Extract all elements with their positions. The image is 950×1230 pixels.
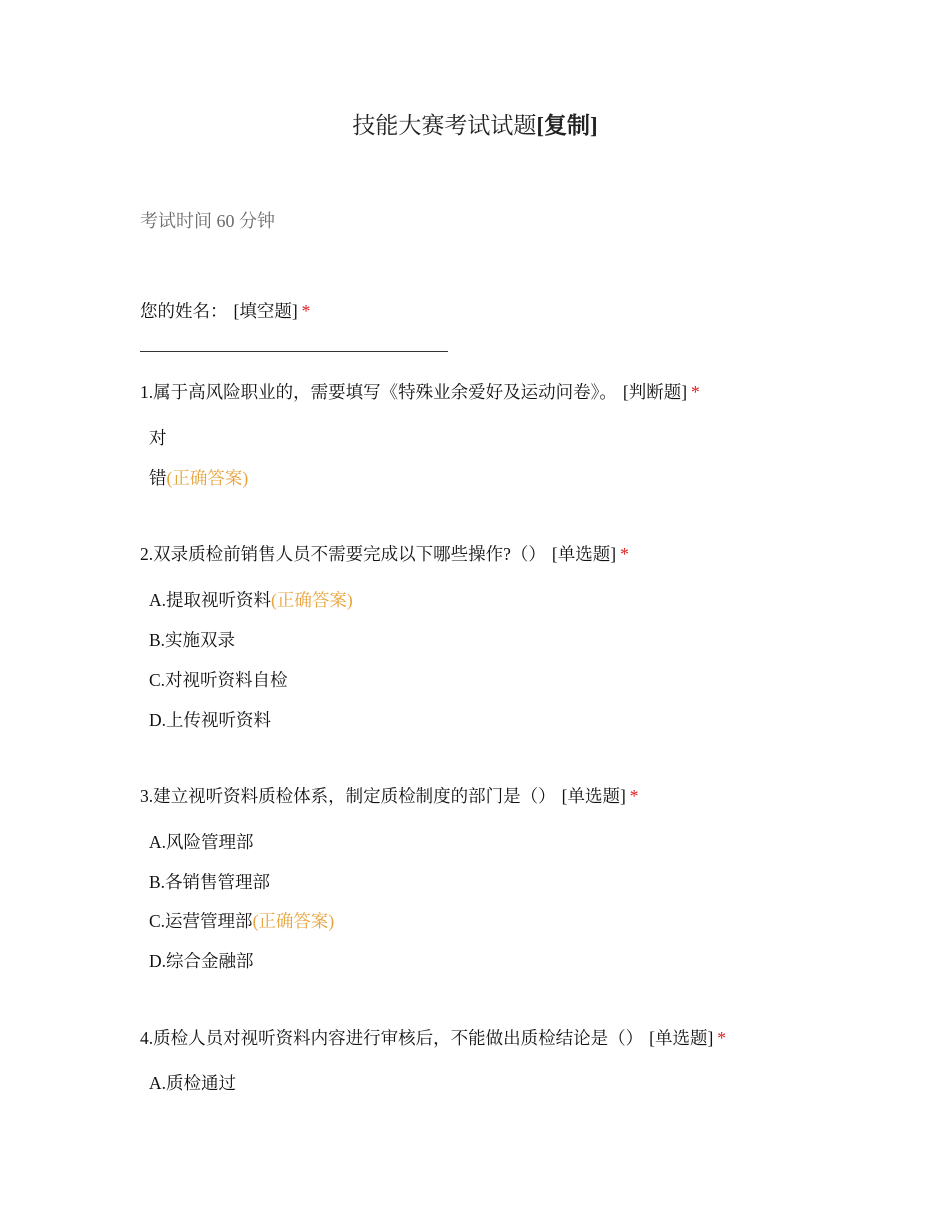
question-2-option-c[interactable]	[149, 667, 288, 693]
question-type: [单选题]	[649, 1028, 714, 1048]
option-label: D.上传视听资料	[149, 710, 272, 730]
option-label: B.各销售管理部	[149, 872, 271, 892]
required-mark: *	[629, 786, 639, 806]
question-type: [单选题]	[551, 544, 617, 564]
required-mark: *	[691, 382, 700, 402]
question-text: 3.建立视听资料质检体系，制定质检制度的部门是（）	[140, 786, 556, 806]
option-label: D.综合金融部	[149, 951, 254, 971]
name-answer-blank[interactable]	[140, 351, 448, 352]
question-type: [判断题]	[622, 382, 688, 402]
option-label: B.实施双录	[149, 630, 236, 650]
required-mark: *	[717, 1028, 727, 1048]
question-type: [单选题]	[561, 786, 626, 806]
survey-title-suffix: [复制]	[536, 113, 598, 138]
question-3-title	[140, 783, 639, 809]
question-2-title	[140, 541, 629, 567]
question-2-option-a[interactable]	[149, 587, 353, 613]
question-3-option-b[interactable]	[149, 869, 270, 895]
question-1-option-1[interactable]	[149, 425, 167, 451]
option-label: A.风险管理部	[149, 832, 254, 852]
question-1-title	[140, 379, 700, 405]
required-mark: *	[620, 544, 629, 564]
option-label: C.对视听资料自检	[149, 670, 288, 690]
name-question-label: 您的姓名：	[140, 301, 228, 321]
question-3-option-d[interactable]	[149, 948, 254, 974]
option-label: C.运营管理部	[149, 911, 253, 931]
question-text: 4.质检人员对视听资料内容进行审核后，不能做出质检结论是（）	[140, 1028, 644, 1048]
question-4-title	[140, 1025, 726, 1051]
option-correct-note: (正确答案)	[166, 468, 249, 488]
option-label: 对	[149, 428, 167, 448]
option-correct-note: (正确答案)	[252, 911, 335, 931]
option-label: A.提取视听资料	[149, 590, 272, 610]
survey-description: 考试时间 60 分钟	[140, 211, 275, 231]
question-1-option-2[interactable]	[149, 465, 248, 491]
question-3-option-c[interactable]	[149, 908, 334, 934]
question-text: 2.双录质检前销售人员不需要完成以下哪些操作?（）	[140, 544, 546, 564]
option-label: 错	[149, 468, 167, 488]
question-type: [填空题]	[233, 301, 298, 321]
option-correct-note: (正确答案)	[271, 590, 353, 610]
question-2-option-d[interactable]	[149, 707, 271, 733]
question-4-option-a[interactable]	[149, 1070, 236, 1096]
required-mark: *	[301, 301, 311, 321]
survey-title-text: 技能大赛考试试题	[352, 113, 537, 138]
option-label: A.质检通过	[149, 1073, 237, 1093]
question-3-option-a[interactable]	[149, 829, 254, 855]
question-2-option-b[interactable]	[149, 627, 235, 653]
question-text: 1.属于高风险职业的，需要填写《特殊业余爱好及运动问卷》。	[140, 382, 617, 402]
survey-title	[0, 110, 950, 142]
name-question-title	[140, 298, 310, 324]
